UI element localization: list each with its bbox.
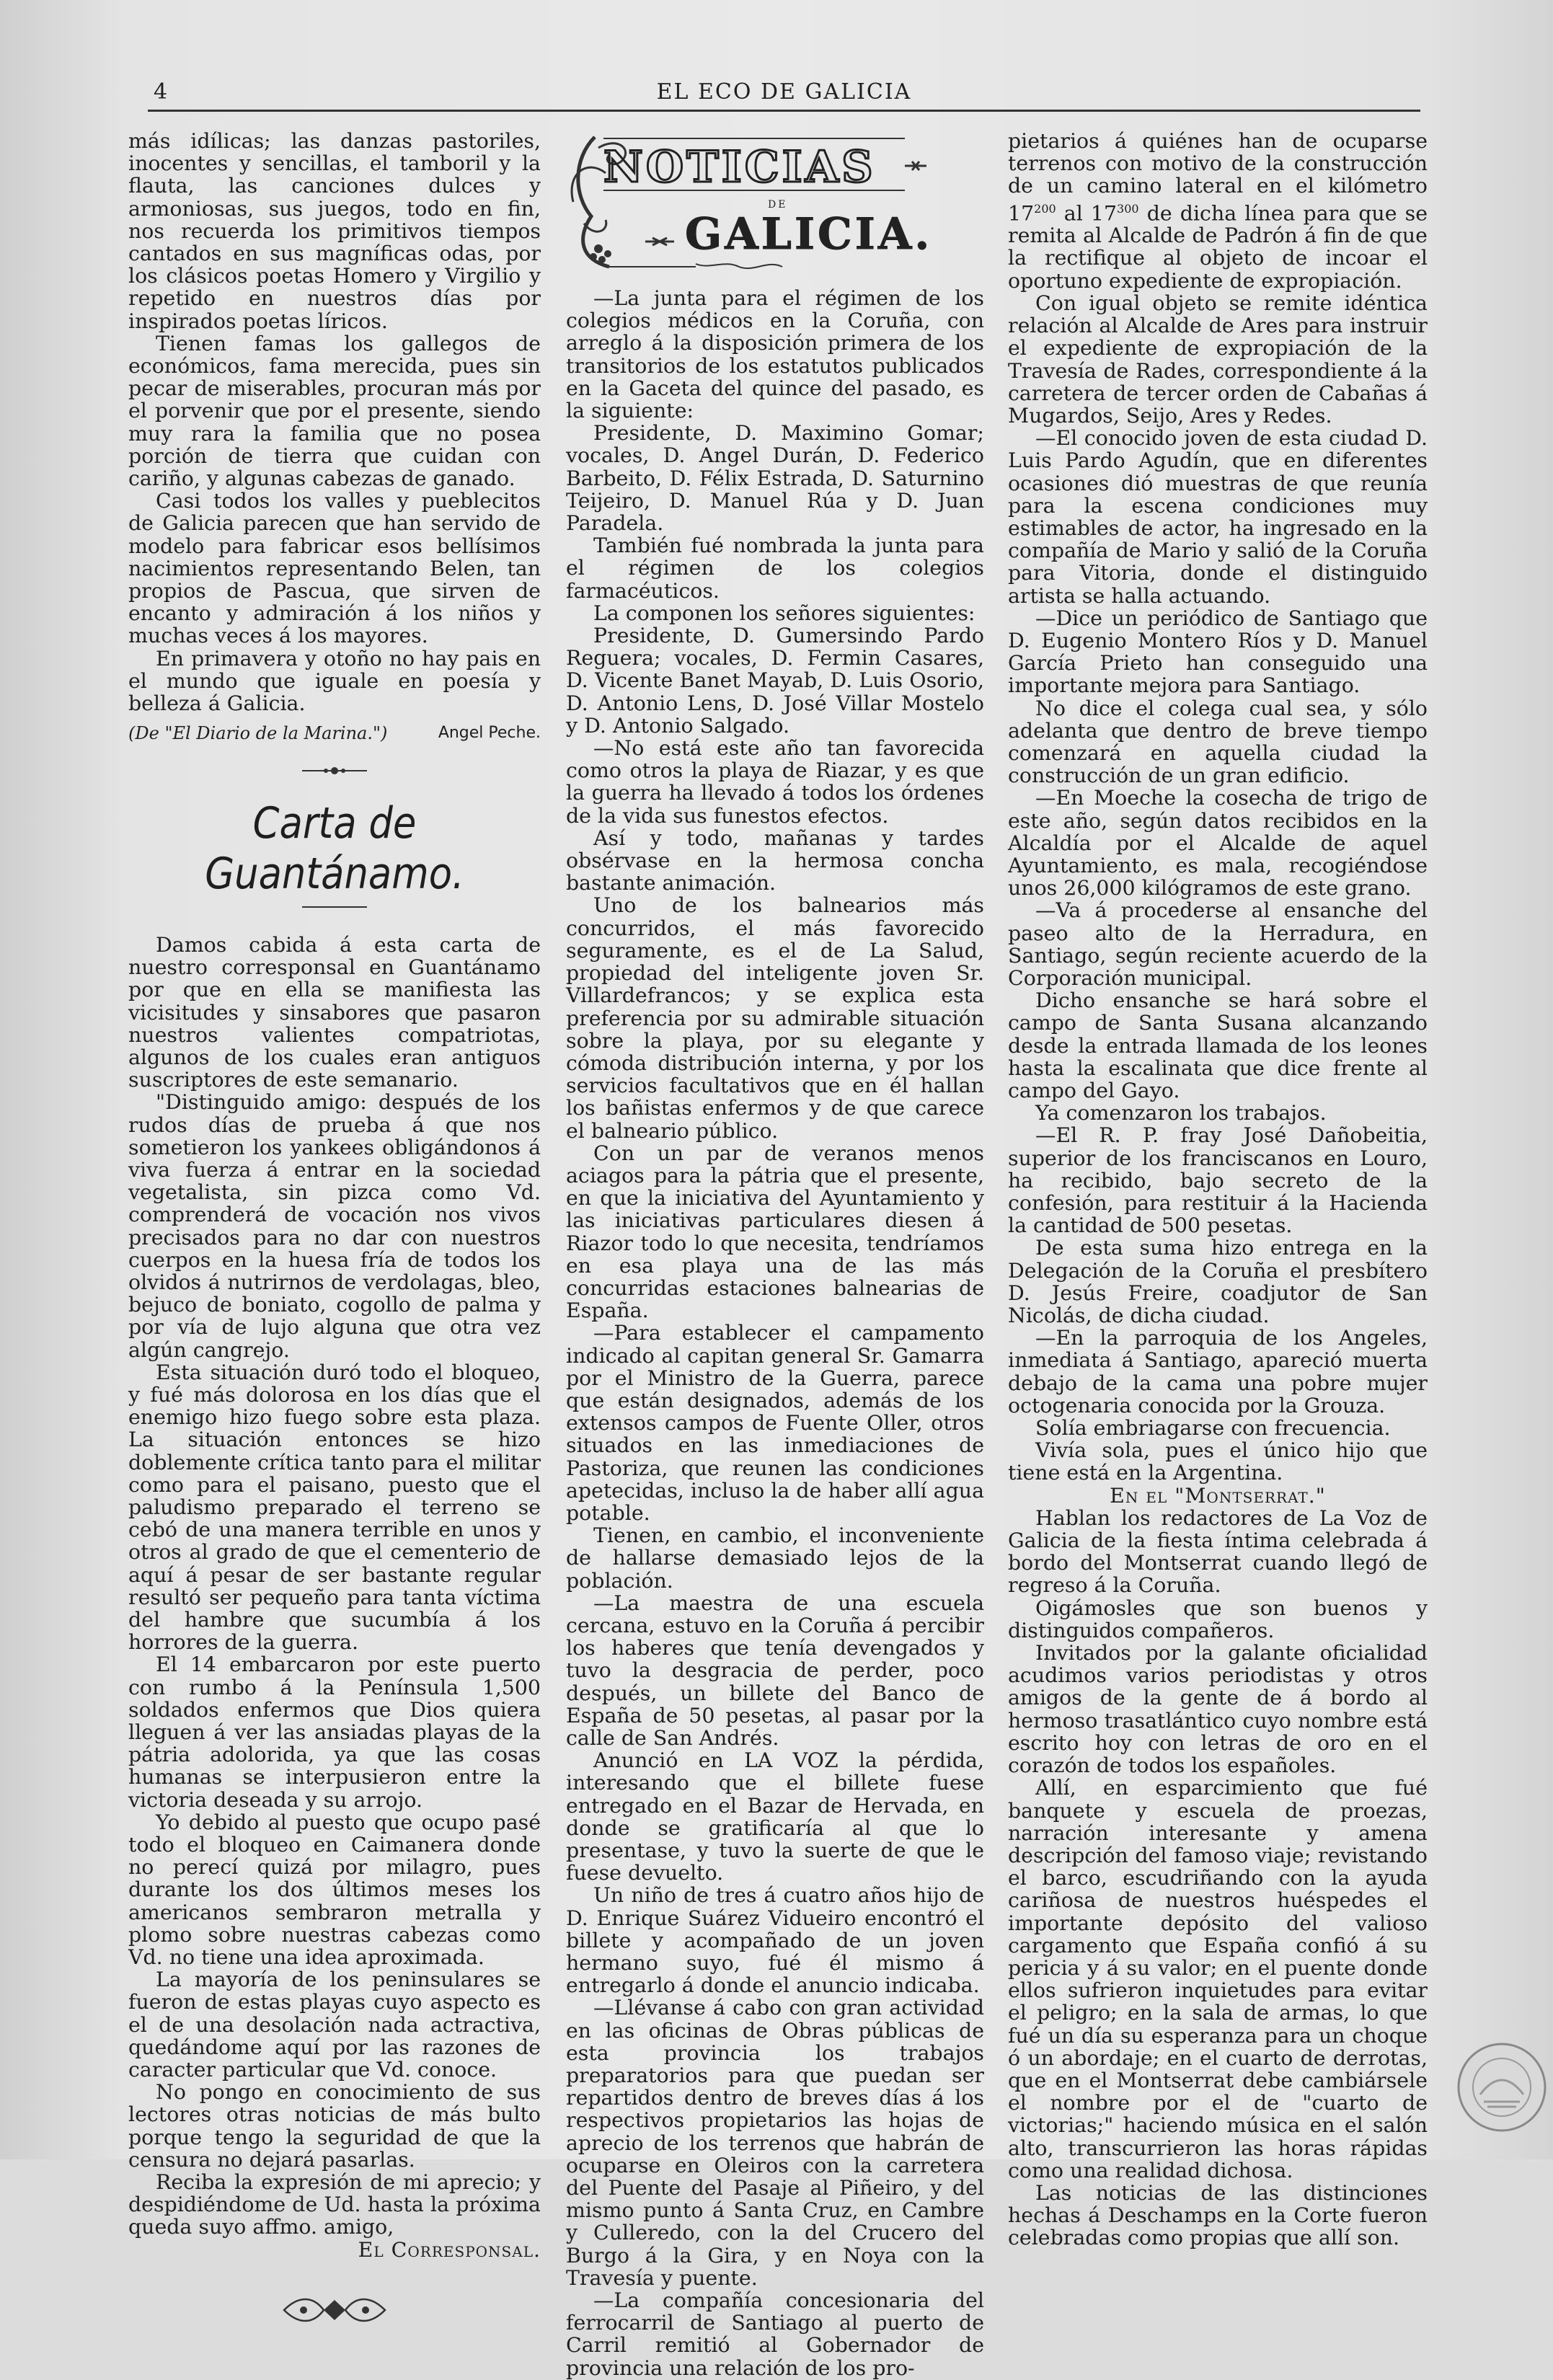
news-item: Las noticias de las distinciones hechas á Deschamps en la Corte fueron celebradas como propias que allí son.	[1008, 2180, 1428, 2250]
news-item: Con igual objeto se remite idéntica relación al Alcalde de Ares para instruir el expediente de expropiación de la Travesía de Rades, correspondiente á la carretera de tercer orden de Cabañas á Mugardos, Seijo, Ares y Redes.	[1008, 291, 1428, 428]
news-item: —La compañía concesionaria del ferrocarril de Santiago al puerto de Carril remitió al Gobernador de provincia una relación de los pro-	[566, 2288, 984, 2380]
page-number: 4	[154, 79, 168, 105]
news-item: —En Moeche la cosecha de trigo de este año, según datos recibidos en la Alcaldía por el Alcalde de aquel Ayuntamiento, es mala, recogiéndose unos 26,000 kilógramos de este grano.	[1008, 786, 1428, 901]
academy-seal-stamp	[1455, 2040, 1549, 2134]
news-item: Tienen, en cambio, el inconveniente de hallarse demasiado lejos de la población.	[566, 1523, 984, 1593]
news-item: Dicho ensanche se hará sobre el campo de Santa Susana alcanzando desde la entrada llamada de los leones hasta la escalinata que dice frente al campo del Gayo.	[1008, 988, 1428, 1102]
column-2	[566, 130, 984, 2380]
article-paragraph: Damos cabida á esta carta de nuestro corresponsal en Guantánamo por que en ella se manifiesta las vicisitudes y sinsabores que pasaron nuestros valientes compatriotas, algunos de los cuales eran antiguos suscriptores de este semanario.	[128, 932, 541, 1092]
article-author: Angel Peche.	[438, 724, 541, 743]
column-3	[1008, 129, 1428, 2250]
noticias-title-de: DE	[768, 199, 788, 211]
letter-signature: El Corresponsal.	[358, 2237, 541, 2262]
article-paragraph: El 14 embarcaron por este puerto con rumbo á la Península 1,500 soldados enfermos que Dios quiera lleguen á ver las ansiadas playas de la pátria adolorida, ya que las cosas humanas se interpusieron entre la victoria deseada y su arrojo.	[128, 1653, 541, 1812]
article-paragraph: Yo debido al puesto que ocupo pasé todo el bloqueo en Caimanera donde no perecí quizá por milagro, pues durante los dos últimos meses los americanos sembraron metralla y plomo sobre nuestras cabezas como Vd. no tiene una idea aproximada.	[128, 1810, 541, 1970]
news-item: —El conocido joven de esta ciudad D. Luis Pardo Agudín, que en diferentes ocasiones dió muestras de que reunía para la escena condiciones muy estimables de actor, ha ingresado en la compañía de Mario y salió de la Coruña para Vitoria, donde el distinguido artista se halla actuando.	[1008, 426, 1428, 608]
news-item: Solía embriagarse con frecuencia.	[1035, 1416, 1391, 1441]
article-paragraph: En primavera y otoño no hay pais en el mundo que iguale en poesía y belleza á Galicia.	[128, 646, 541, 716]
news-item: —La maestra de una escuela cercana, estuvo en la Coruña á percibir los haberes que tenía devengados y tuvo la desgracia de perder, poco después, un billete del Banco de España de 50 pesetas, al pasar por la calle de San Andrés.	[566, 1591, 984, 1750]
page-header	[148, 79, 1420, 115]
news-item: Así y todo, mañanas y tardes obsérvase en la hermosa concha bastante animación.	[566, 826, 984, 895]
news-item: —El R. P. fray José Dañobeitia, superior de los franciscanos en Louro, ha recibido, bajo secreto de la confesión, para restituir á la Hacienda la cantidad de 500 pesetas.	[1008, 1123, 1428, 1238]
news-item: —La junta para el régimen de los colegios médicos en la Coruña, con arreglo á la disposición primera de los transitorios de los estatutos publicados en la Gaceta del quince del pasado, es la siguiente:	[566, 286, 984, 423]
header-rule	[148, 110, 1420, 112]
section-subheading: En el "Montserrat."	[1110, 1483, 1326, 1508]
end-ornament	[280, 2296, 389, 2324]
text-run: al 17	[1056, 201, 1118, 226]
text-run: pietarios á quiénes han de ocuparse terrenos con motivo de la construcción de un camino lateral en el kilómetro 17	[1008, 129, 1428, 226]
text-run: de dicha línea para que se remita al Alcalde de Padrón á fin de que la rectifique al objeto de incoar el oportuno expediente de expropiación.	[1008, 201, 1428, 293]
article-paragraph: Reciba la expresión de mi aprecio; y despidiéndome de Ud. hasta la próxima queda suyo affmo. amigo,	[128, 2170, 541, 2239]
news-item: Presidente, D. Gumersindo Pardo Reguera; vocales, D. Fermin Casares, D. Vicente Banet Mayab, D. Luis Osorio, D. Antonio Lens, D. José Villar Mostelo y D. Antonio Salgado.	[566, 624, 984, 738]
news-item: De esta suma hizo entrega en la Delegación de la Coruña el presbítero D. Jesús Freire, coadjutor de San Nicolás, de dicha ciudad.	[1008, 1236, 1428, 1328]
section-heading-noticias	[566, 130, 984, 274]
noticias-title-line1: NOTICIAS	[603, 142, 876, 193]
news-item-continued	[1008, 130, 1428, 292]
news-item: Allí, en esparcimiento que fué banquete y escuela de proezas, narración interesante y amena descripción del famoso viaje; revistando el barco, escudriñando con la ayuda cariñosa de nuestros huéspedes el importante depósito del valioso cargamento que España confió á su pericia y á su valor; en el puente donde ellos sufrieron inquietudes para evitar el peligro; en la sala de armas, lo que fué un día su esperanza para un choque ó un abordaje; en el cuarto de derrotas, que en el Montserrat debe cambiársele el nombre por el de "cuarto de victorias;" haciendo música en el salón alto, transcurrieron las horas rápidas como una realidad dichosa.	[1008, 1776, 1428, 2182]
news-item: Hablan los redactores de La Voz de Galicia de la fiesta íntima celebrada á bordo del Montserrat cuando llegó de regreso á la Coruña.	[1008, 1505, 1428, 1598]
article-paragraph: más idílicas; las danzas pastoriles, inocentes y sencillas, el tamboril y la flauta, las canciones dulces y armoniosas, sus juegos, todo en fin, nos recuerda los primitivos tiempos cantados en sus magníficas odas, por los clásicos poetas Homero y Virgilio y repetido en nuestros días por inspirados poetas líricos.	[128, 129, 541, 333]
news-item: También fué nombrada la junta para el régimen de los colegios farmacéuticos.	[566, 534, 984, 603]
news-item: —Dice un periódico de Santiago que D. Eugenio Montero Ríos y D. Manuel García Prieto han conseguido una importante mejora para Santiago.	[1008, 606, 1428, 698]
article-paragraph: No pongo en conocimiento de sus lectores otras noticias de más bulto porque tengo la seguridad de que la censura no dejará pasarlas.	[128, 2080, 541, 2172]
news-item: Vivía sola, pues el único hijo que tiene está en la Argentina.	[1008, 1438, 1428, 1485]
title-rule	[302, 906, 367, 908]
article-paragraph: "Distinguido amigo: después de los rudos días de prueba á que nos sometieron los yankees obligándonos á viva fuerza á entrar en la sociedad vegetalista, sin pizca como Vd. comprenderá de vocación nos vivos precisados para no dar con nuestros cuerpos en la huesa fría de todos los olvidos á nutrirnos de verdolagas, bleo, bejuco de boniato, cogollo de palma y por vía de lujo alguna que otra vez algún cangrejo.	[128, 1090, 541, 1362]
column-1	[128, 129, 541, 2262]
divider-ornament	[128, 760, 541, 782]
news-item: No dice el colega cual sea, y sólo adelanta que dentro de breve tiempo comenzará en aquella ciudad la construcción de un gran edificio.	[1008, 696, 1428, 788]
news-item: Un niño de tres á cuatro años hijo de D. Enrique Suárez Vidueiro encontró el billete y acompañado de un joven hermano suyo, fué él mismo á entregarlo á donde el anuncio indicaba.	[566, 1883, 984, 1998]
newspaper-title: EL ECO DE GALICIA	[656, 79, 912, 105]
news-item: Invitados por la galante oficialidad acudimos varios periodistas y otros amigos de la gente de á bordo al hermoso trasatlántico cuyo nombre está escrito hoy con letras de oro en el corazón de todos los españoles.	[1008, 1641, 1428, 1778]
article-paragraph: Casi todos los valles y pueblecitos de Galicia parecen que han servido de modelo para fabricar esos bellísimos nacimientos representando Belen, tan propios de Pascua, que sirven de encanto y admiración á los niños y muchas veces á los mayores.	[128, 489, 541, 648]
news-item: —No está este año tan favorecida como otros la playa de Riazar, y es que la guerra ha llevado á todos los órdenes de la vida sus funestos efectos.	[566, 736, 984, 828]
news-item: —Llévanse á cabo con gran actividad en las oficinas de Obras públicas de esta provincia los trabajos preparatorios para que puedan ser repartidos dentro de breves días á los respectivos propietarios las hojas de aprecio de los terrenos que habrán de ocuparse en Oleiros con la carretera del Puente del Pasaje al Piñeiro, y del mismo punto á Santa Cruz, en Cambre y Culleredo, con la del Crucero del Burgo á la Gira, y en Noya con la Travesía y puente.	[566, 1996, 984, 2290]
article-source: (De "El Diario de la Marina.")	[128, 723, 388, 744]
news-item: Uno de los balnearios más concurridos, el más favorecido seguramente, es el de La Salud, propiedad del inteligente joven Sr. Villardefrancos; y se explica esta preferencia por su admirable situación sobre la playa, por su elegante y cómoda distribución interna, y por los servicios facultativos que en él hallan los bañistas enfermos y de que carece el balneario público.	[566, 893, 984, 1143]
news-item: La componen los señores siguientes:	[593, 601, 975, 625]
article-paragraph: Esta situación duró todo el bloqueo, y fué más dolorosa en los días que el enemigo hizo fuego sobre esta plaza. La situación entonces se hizo doblemente crítica tanto para el militar como para el paisano, puesto que el paludismo preparado el terreno se cebó de una manera terrible en unos y otros al grado de que el cementerio de aquí á pesar de ser bastante regular resultó ser pequeño para tanta víctima del hambre que sucumbía á los horrores de la guerra.	[128, 1360, 541, 1655]
news-item: Presidente, D. Maximino Gomar; vocales, D. Angel Durán, D. Federico Barbeito, D. Félix Estrada, D. Saturnino Teijeiro, D. Manuel Rúa y D. Juan Paradela.	[566, 421, 984, 536]
news-item: Ya comenzaron los trabajos.	[1035, 1101, 1327, 1125]
article-paragraph: Tienen famas los gallegos de económicos, fama merecida, pues sin pecar de miserables, procuran más por el porvenir que por el presente, siendo muy rara la familia que no posea porción de tierra que cuidan con cariño, y algunas cabezas de ganado.	[128, 331, 541, 491]
news-item: —En la parroquia de los Angeles, inmediata á Santiago, apareció muerta debajo de la cama una pobre mujer octogenaria conocida por la Grouza.	[1008, 1326, 1428, 1417]
news-item: —Para establecer el campamento indicado al capitan general Sr. Gamarra por el Ministro de la Guerra, parece que están designados, además de los extensos campos de Fuente Oller, otros situados en las inmediaciones de Pastoriza, que reunen las condiciones apetecidas, incluso la de haber allí agua potable.	[566, 1321, 984, 1525]
news-item: Con un par de veranos menos aciagos para la pátria que el presente, en que la iniciativa del Ayuntamiento y las iniciativas particulares diesen á Riazor todo lo que necesita, tendríamos en esa playa una de las más concurridas estaciones balnearias de España.	[566, 1141, 984, 1323]
article-title: Carta de Guantánamo.	[205, 797, 464, 899]
noticias-title-line2: GALICIA.	[685, 209, 933, 260]
news-item: Anunció en LA VOZ la pérdida, interesando que el billete fuese entregado en el Bazar de Hervada, en donde se gratificaría al que lo presentase, y tuvo la suerte de que le fuese devuelto.	[566, 1748, 984, 1885]
news-item: —Va á procederse al ensanche del paseo alto de la Herradura, en Santiago, según reciente acuerdo de la Corporación municipal.	[1008, 898, 1428, 990]
superscript: 200	[1034, 201, 1056, 216]
superscript: 300	[1117, 201, 1139, 216]
article-paragraph: La mayoría de los peninsulares se fueron de estas playas cuyo aspecto es el de una desolación nada actractiva, quedándome aquí por las razones de caracter particular que Vd. conoce.	[128, 1968, 541, 2082]
noticias-ornate-title	[566, 130, 984, 274]
news-item: Oigámosles que son buenos y distinguidos compañeros.	[1008, 1596, 1428, 1642]
